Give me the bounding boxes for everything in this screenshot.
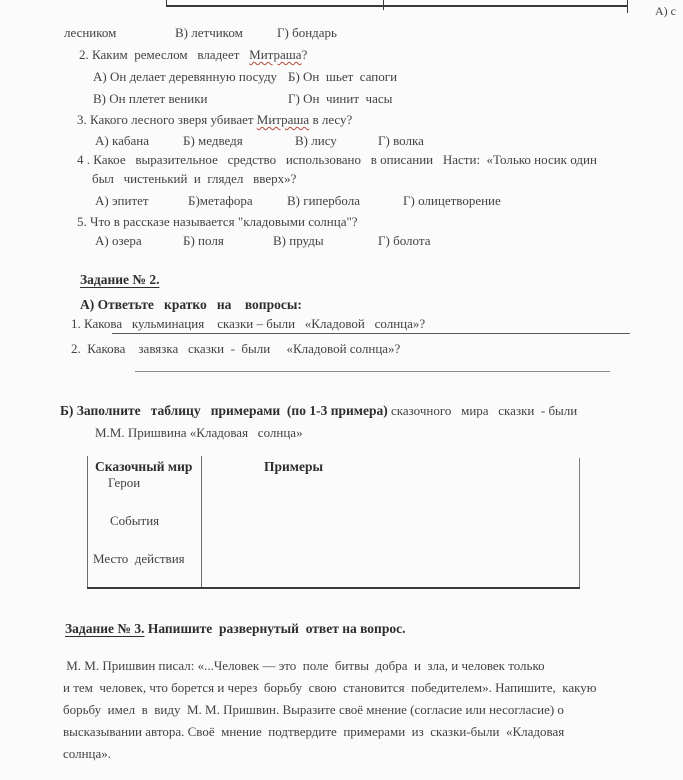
question-3-misspelled-word: Митраша [256, 112, 310, 127]
question-3 [77, 112, 352, 127]
q2-option-v: В) Он плетет веники [93, 91, 208, 106]
top-table-fragment-right-tick [627, 0, 628, 13]
q2-option-g: Г) Он чинит часы [288, 91, 393, 106]
table-left-border [87, 456, 88, 588]
task-2-part-b-rest: сказочного мира сказки - были [387, 403, 578, 418]
q4-option-v: В) гипербола [287, 193, 360, 208]
answer-line-1 [112, 333, 630, 334]
question-2 [79, 47, 307, 62]
q3-option-g: Г) волка [378, 133, 424, 148]
question-3-text: 3. Какого лесного зверя убивает [77, 112, 257, 127]
table-header-fairy-world: Сказочный мир [95, 459, 193, 474]
top-table-fragment-border [166, 5, 628, 7]
task-2-part-b-line2: М.М. Пришвина «Кладовая солнца» [95, 425, 303, 440]
task-3-paragraph-line5: солнца». [63, 746, 112, 761]
q3-option-b: Б) медведя [183, 133, 243, 148]
table-right-border [579, 458, 580, 588]
answer-line-2 [135, 371, 610, 372]
task-2-title: Задание № 2. [80, 272, 160, 287]
task-3-paragraph-line2: и тем человек, что борется и через борьбу свою становится победителем». Напишите, какую [63, 680, 597, 695]
q5-option-g: Г) болота [378, 233, 431, 248]
q4-option-g: Г) олицетворение [403, 193, 501, 208]
q1-option-a-continuation: лесником [64, 25, 117, 40]
q3-option-a: А) кабана [95, 133, 149, 148]
q4-option-a: А) эпитет [95, 193, 149, 208]
task-2-part-a-heading: А) Ответьте кратко на вопросы: [80, 297, 302, 312]
table-row-setting: Место действия [93, 551, 185, 566]
task-3-paragraph-line3: борьбу имел в виду М. М. Пришвин. Выразите своё мнение (согласие или несогласие) о [63, 702, 564, 717]
q2-option-b: Б) Он шьет сапоги [288, 69, 398, 84]
q2-option-a: А) Он делает деревянную посуду [93, 69, 278, 84]
q3-option-v: В) лису [295, 133, 337, 148]
table-row-events: События [110, 513, 160, 528]
task-3-subtitle: Напишите развернутый ответ на вопрос. [144, 621, 406, 636]
task-2-question-2: 2. Какова завязка сказки - были «Кладовой солнца»? [71, 341, 401, 356]
question-2-question-mark: ? [301, 47, 308, 62]
question-4-line1: 4 . Какое выразительное средство использовано в описании Насти: «Только носик один [77, 152, 597, 167]
task-3-title: Задание № 3. [65, 621, 145, 636]
task-2-part-b-bold: Б) Заполните таблицу примерами (по 1-3 примера) [60, 403, 388, 418]
task-3-paragraph-line1: М. М. Пришвин писал: «...Человек — это поле битвы добра и зла, и человек только [63, 658, 545, 673]
table-header-examples: Примеры [264, 459, 324, 474]
top-table-fragment-left-tick [166, 0, 167, 7]
task-2-question-1: 1. Какова кульминация сказки – были «Кладовой солнца»? [71, 316, 426, 331]
q5-option-a: А) озера [95, 233, 142, 248]
question-4-line2: был чистенький и глядел вверх»? [92, 171, 297, 186]
question-2-misspelled-word: Митраша [249, 47, 302, 62]
q1-option-g: Г) бондарь [277, 25, 337, 40]
task-3-heading [65, 621, 405, 636]
top-table-fragment-divider-tick [383, 0, 384, 10]
table-bottom-border [87, 587, 580, 589]
stray-answer-fragment: А) с [655, 4, 676, 18]
table-column-divider [201, 456, 202, 588]
question-3-tail: в лесу? [309, 112, 353, 127]
question-2-text: 2. Каким ремеслом владеет [79, 47, 250, 62]
table-row-heroes: Герои [108, 475, 141, 490]
q1-option-v: В) летчиком [175, 25, 243, 40]
q5-option-v: В) пруды [273, 233, 324, 248]
q4-option-b: Б)метафора [188, 193, 253, 208]
task-3-paragraph-line4: высказывании автора. Своё мнение подтвердите примерами из сказки-были «Кладовая [63, 724, 565, 739]
q5-option-b: Б) поля [183, 233, 224, 248]
question-5: 5. Что в рассказе называется "кладовыми солнца"? [77, 214, 358, 229]
task-2-part-b-heading [60, 403, 577, 418]
